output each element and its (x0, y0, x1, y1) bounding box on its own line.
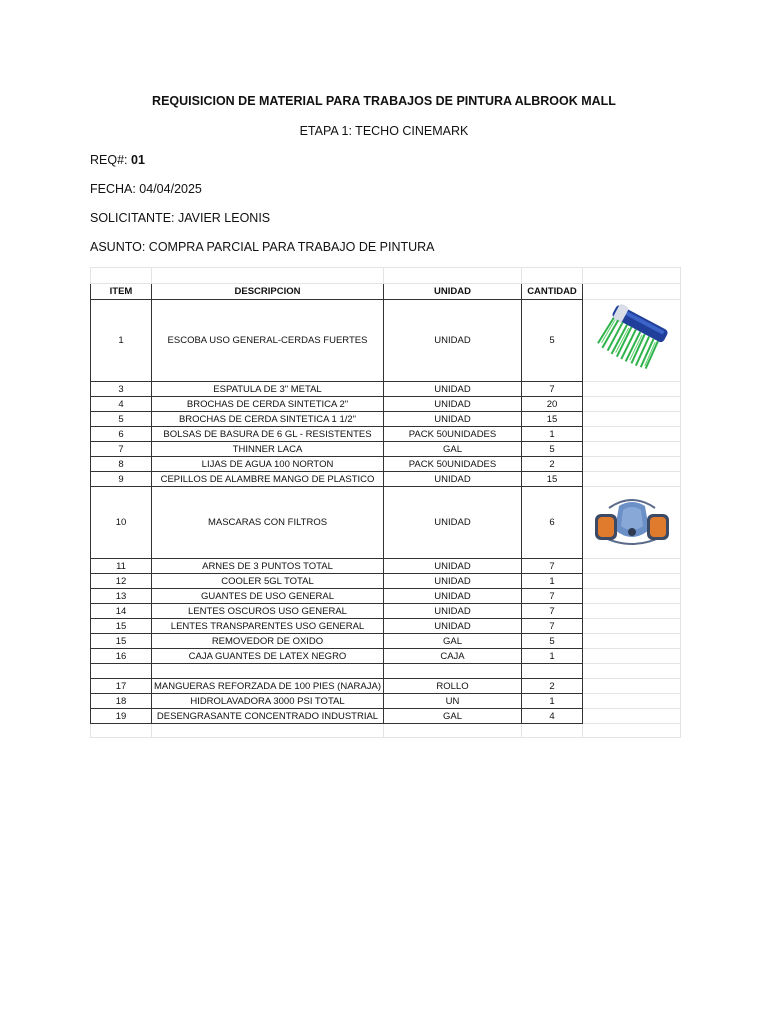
cell-cantidad: 7 (522, 559, 583, 574)
solicitante: SOLICITANTE: JAVIER LEONIS (90, 211, 271, 225)
cell-unidad: UNIDAD (384, 487, 522, 559)
spacer-cell (91, 268, 152, 284)
table-row (91, 679, 681, 694)
cell-descripcion (152, 664, 384, 679)
cell-unidad: CAJA (384, 649, 522, 664)
cell-descripcion: CAJA GUANTES DE LATEX NEGRO (152, 649, 384, 664)
cell-image (583, 694, 681, 709)
header-unidad: UNIDAD (384, 284, 522, 300)
cell-cantidad: 5 (522, 634, 583, 649)
cell-unidad: PACK 50UNIDADES (384, 427, 522, 442)
cell-cantidad: 6 (522, 487, 583, 559)
cell-item: 17 (91, 679, 152, 694)
cell-image (583, 397, 681, 412)
cell-image (583, 589, 681, 604)
cell-image (583, 487, 681, 559)
cell-unidad: UNIDAD (384, 559, 522, 574)
spacer-cell (152, 268, 384, 284)
cell-descripcion: DESENGRASANTE CONCENTRADO INDUSTRIAL (152, 709, 384, 724)
spacer-cell (384, 724, 522, 738)
cell-descripcion: ESPATULA DE 3" METAL (152, 382, 384, 397)
req-value: 01 (131, 153, 145, 167)
table-row (91, 472, 681, 487)
cell-descripcion: CEPILLOS DE ALAMBRE MANGO DE PLASTICO (152, 472, 384, 487)
cell-item: 10 (91, 487, 152, 559)
cell-item: 1 (91, 300, 152, 382)
spacer-cell (522, 724, 583, 738)
cell-unidad: UNIDAD (384, 397, 522, 412)
table-row (91, 709, 681, 724)
req-number (90, 153, 145, 167)
table-row (91, 589, 681, 604)
header-descripcion: DESCRIPCION (152, 284, 384, 300)
cell-descripcion: COOLER 5GL TOTAL (152, 574, 384, 589)
table-row (91, 487, 681, 559)
table-spacer-row (91, 268, 681, 284)
cell-item: 15 (91, 619, 152, 634)
cell-item: 5 (91, 412, 152, 427)
cell-unidad: UN (384, 694, 522, 709)
cell-image (583, 472, 681, 487)
cell-item: 13 (91, 589, 152, 604)
cell-item (91, 664, 152, 679)
cell-descripcion: LENTES TRANSPARENTES USO GENERAL (152, 619, 384, 634)
cell-cantidad: 20 (522, 397, 583, 412)
cell-item: 7 (91, 442, 152, 457)
cell-unidad: ROLLO (384, 679, 522, 694)
cell-unidad: GAL (384, 709, 522, 724)
cell-cantidad: 1 (522, 574, 583, 589)
table-row (91, 559, 681, 574)
cell-descripcion: REMOVEDOR DE OXIDO (152, 634, 384, 649)
cell-cantidad: 7 (522, 604, 583, 619)
broom-image (596, 301, 668, 381)
cell-descripcion: BOLSAS DE BASURA DE 6 GL - RESISTENTES (152, 427, 384, 442)
cell-unidad: GAL (384, 442, 522, 457)
cell-descripcion: BROCHAS DE CERDA SINTETICA 2" (152, 397, 384, 412)
cell-image (583, 442, 681, 457)
cell-descripcion: MANGUERAS REFORZADA DE 100 PIES (NARAJA) (152, 679, 384, 694)
table-row (91, 382, 681, 397)
cell-unidad: UNIDAD (384, 300, 522, 382)
table-row (91, 619, 681, 634)
table-row (91, 634, 681, 649)
document-subtitle: ETAPA 1: TECHO CINEMARK (299, 124, 469, 138)
asunto: ASUNTO: COMPRA PARCIAL PARA TRABAJO DE PINTURA (90, 240, 435, 254)
cell-cantidad: 7 (522, 382, 583, 397)
cell-image (583, 457, 681, 472)
cell-unidad: UNIDAD (384, 574, 522, 589)
spacer-cell (583, 724, 681, 738)
cell-cantidad: 2 (522, 457, 583, 472)
cell-item: 16 (91, 649, 152, 664)
cell-item: 9 (91, 472, 152, 487)
table-spacer-row (91, 724, 681, 738)
table-row (91, 694, 681, 709)
table-row (91, 427, 681, 442)
cell-unidad: UNIDAD (384, 589, 522, 604)
cell-cantidad: 15 (522, 472, 583, 487)
cell-cantidad: 5 (522, 442, 583, 457)
cell-descripcion: BROCHAS DE CERDA SINTETICA 1 1/2" (152, 412, 384, 427)
cell-item: 15 (91, 634, 152, 649)
cell-image (583, 559, 681, 574)
spacer-cell (384, 268, 522, 284)
cell-descripcion: ESCOBA USO GENERAL-CERDAS FUERTES (152, 300, 384, 382)
spacer-cell (152, 724, 384, 738)
cell-cantidad: 5 (522, 300, 583, 382)
cell-cantidad: 2 (522, 679, 583, 694)
cell-unidad: GAL (384, 634, 522, 649)
material-table (90, 267, 681, 738)
cell-image (583, 709, 681, 724)
spacer-cell (91, 724, 152, 738)
table-row (91, 649, 681, 664)
cell-unidad: UNIDAD (384, 382, 522, 397)
cell-image (583, 300, 681, 382)
table-row (91, 397, 681, 412)
cell-cantidad: 7 (522, 619, 583, 634)
cell-descripcion: GUANTES DE USO GENERAL (152, 589, 384, 604)
table-row (91, 574, 681, 589)
cell-descripcion: THINNER LACA (152, 442, 384, 457)
table-row (91, 442, 681, 457)
cell-item: 14 (91, 604, 152, 619)
cell-image (583, 679, 681, 694)
cell-item: 11 (91, 559, 152, 574)
header-cantidad: CANTIDAD (522, 284, 583, 300)
cell-image (583, 604, 681, 619)
cell-cantidad: 7 (522, 589, 583, 604)
cell-unidad: UNIDAD (384, 412, 522, 427)
cell-item: 8 (91, 457, 152, 472)
cell-item: 19 (91, 709, 152, 724)
mask-image (589, 490, 675, 556)
cell-item: 6 (91, 427, 152, 442)
table-row (91, 412, 681, 427)
cell-image (583, 664, 681, 679)
cell-unidad: UNIDAD (384, 472, 522, 487)
cell-unidad: UNIDAD (384, 619, 522, 634)
header-item: ITEM (91, 284, 152, 300)
cell-image (583, 619, 681, 634)
fecha: FECHA: 04/04/2025 (90, 182, 202, 196)
table-row (91, 300, 681, 382)
spacer-cell (522, 268, 583, 284)
spacer-cell (583, 268, 681, 284)
cell-item: 3 (91, 382, 152, 397)
table-header-row (91, 284, 681, 300)
cell-cantidad (522, 664, 583, 679)
cell-descripcion: LENTES OSCUROS USO GENERAL (152, 604, 384, 619)
cell-image (583, 634, 681, 649)
cell-cantidad: 1 (522, 694, 583, 709)
cell-unidad: PACK 50UNIDADES (384, 457, 522, 472)
table-row (91, 664, 681, 679)
req-label: REQ#: (90, 153, 131, 167)
table-row (91, 604, 681, 619)
cell-image (583, 649, 681, 664)
cell-cantidad: 1 (522, 649, 583, 664)
cell-descripcion: ARNES DE 3 PUNTOS TOTAL (152, 559, 384, 574)
cell-image (583, 412, 681, 427)
document-title: REQUISICION DE MATERIAL PARA TRABAJOS DE PINTURA ALBROOK MALL (152, 94, 616, 108)
cell-descripcion: MASCARAS CON FILTROS (152, 487, 384, 559)
cell-item: 18 (91, 694, 152, 709)
cell-unidad: UNIDAD (384, 604, 522, 619)
cell-image (583, 574, 681, 589)
cell-descripcion: HIDROLAVADORA 3000 PSI TOTAL (152, 694, 384, 709)
cell-cantidad: 1 (522, 427, 583, 442)
cell-cantidad: 4 (522, 709, 583, 724)
cell-descripcion: LIJAS DE AGUA 100 NORTON (152, 457, 384, 472)
cell-image (583, 382, 681, 397)
cell-unidad (384, 664, 522, 679)
cell-cantidad: 15 (522, 412, 583, 427)
header-image-cell (583, 284, 681, 300)
cell-item: 4 (91, 397, 152, 412)
cell-item: 12 (91, 574, 152, 589)
cell-image (583, 427, 681, 442)
table-row (91, 457, 681, 472)
